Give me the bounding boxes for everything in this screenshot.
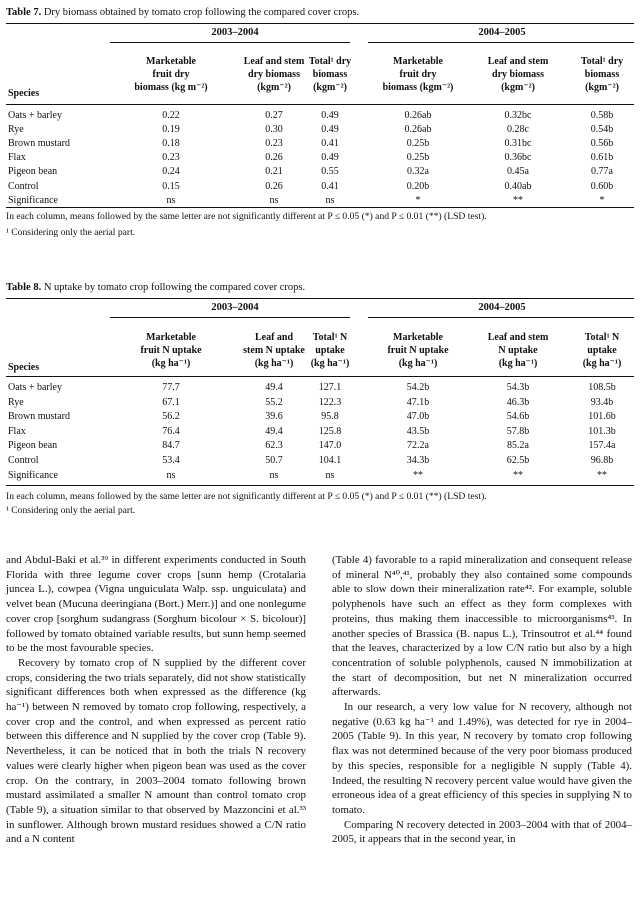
table-row (0, 469, 640, 482)
table8-header-col-3-line-1: Total¹ N (312, 332, 348, 343)
table-row (0, 410, 640, 423)
table8-cell: 67.1 (162, 396, 180, 408)
table-row (0, 180, 640, 193)
table8-cell: ns (166, 469, 176, 481)
table7-cell: 0.23 (162, 152, 180, 164)
table7-cell: 0.30 (265, 124, 283, 136)
table7-header-rule (6, 104, 634, 105)
table7-cell: 0.25b (406, 152, 430, 164)
table7-header-col-6-line-1: Total¹ dry (580, 56, 624, 67)
table7-cell: 0.26ab (404, 110, 432, 121)
table7-cell: 0.55 (321, 166, 339, 178)
table8-cell: 54.2b (406, 382, 430, 393)
table8-header-col-4 (370, 331, 466, 370)
table8-cell: 46.3b (506, 396, 530, 408)
table7-header-species: Species (8, 88, 40, 99)
table7-cell: 0.60b (590, 180, 614, 192)
table7-cell: 0.36bc (504, 152, 532, 164)
table8-cell: 96.8b (590, 455, 614, 466)
table7-row-species: Rye (8, 124, 24, 136)
table7-cell: 0.26 (265, 180, 283, 192)
table7-cell: 0.56b (590, 138, 614, 150)
table7-header-col-3-line-3: (kgm⁻²) (313, 82, 347, 93)
table-row (0, 165, 640, 178)
table8-header-col-4-line-1: Marketable (393, 332, 443, 343)
table7-cell: * (415, 194, 421, 206)
table7-header-col-3 (300, 55, 360, 94)
table8-cell: 95.8 (321, 411, 339, 423)
table8-row-species: Oats + barley (8, 382, 62, 393)
table8-caption-label: Table 8. (6, 282, 42, 293)
table7-header-col-3-line-1: Total¹ dry (308, 56, 352, 67)
table8-group1-rule (110, 317, 350, 318)
table7-header-col-5-line-3: (kgm⁻²) (501, 82, 535, 93)
table8-cell: 147.0 (318, 440, 342, 452)
body-right-paragraph-3: Comparing N recovery detected in 2003–2004 with that of 2004–2005, it appears that in the second year, in (332, 818, 632, 846)
table-row (0, 137, 640, 150)
table7-cell: ns (269, 194, 279, 206)
table7-cell: 0.28c (507, 124, 529, 136)
table8-cell: 49.4 (265, 382, 283, 393)
table-row (0, 151, 640, 164)
table8-header-col-5-line-3: (kg ha⁻¹) (498, 358, 538, 369)
table7-cell: 0.77a (591, 166, 613, 178)
table8-cell: 77.7 (162, 382, 180, 393)
table8-header-species: Species (8, 362, 40, 373)
table7-group-2004-2005: 2004–2005 (478, 27, 526, 38)
body-right-paragraph-1: (Table 4) favorable to a rapid mineralization and consequent release of mineral N⁴⁰,⁴¹, probably they also contained some compounds able to slow down their mineralization rate⁴². For example, soluble polyphenols have such an effect as they form complexes with proteins, thus making them inaccessible to microorganisms⁴³. In another species of Brassica (B. napus L.), Trinsoutrot et al.⁴⁴ found that the leaves, characterized by a low C/N ratio but also by a high concentration of soluble polyphenols, caused N immobilization at the start of decomposition, but net N mineralization occurred afterwards. (332, 554, 632, 699)
table8-header-col-5-line-1: Leaf and stem (487, 332, 549, 343)
table7-cell: ns (325, 194, 335, 206)
table-row (0, 123, 640, 136)
table7-header-col-1 (118, 55, 224, 94)
table8-note-aerial: ¹ Considering only the aerial part. (6, 505, 136, 516)
table8-row-species: Brown mustard (8, 411, 70, 423)
body-left-paragraph-1: and Abdul-Baki et al.³⁹ in different experiments conducted in South Florida with three legume cover crops [sunn hemp (Crotalaria juncea L.), cowpea (Vigna unguiculata Walp. ssp. unguiculata) and velvet bean (Mucuna deeringiana (Bort.) Merr.)] and one nonlegume cover crop [sorghum sudangrass (Sorghum bicolour × S. bicolour)] followed by tomato obtained variable results, but sunn hemp seemed to be the most favourable species. (6, 554, 306, 655)
table7-header-col-6-line-3: (kgm⁻²) (585, 82, 619, 93)
table7-header-col-2-line-3: (kgm⁻²) (257, 82, 291, 93)
table7-top-rule (6, 23, 634, 24)
table8-cell: 53.4 (162, 455, 180, 466)
table8-cell: 72.2a (407, 440, 429, 452)
table8-header-col-3-line-2: uptake (315, 345, 345, 356)
body-left-column (6, 553, 306, 847)
table8-header-col-5-line-2: N uptake (498, 345, 538, 356)
table8-header-rule (6, 376, 634, 377)
table8-cell: ns (325, 469, 335, 481)
table-row (0, 194, 640, 207)
table8-row-species: Pigeon bean (8, 440, 58, 452)
table8-row-species: Rye (8, 396, 24, 408)
table8-header-col-1-line-1: Marketable (146, 332, 196, 343)
table8-cell: 62.3 (265, 440, 283, 452)
table7-header-col-4-line-1: Marketable (393, 56, 443, 67)
table7-cell: 0.32a (407, 166, 429, 178)
table7-header-col-1-line-2: fruit dry (152, 69, 190, 80)
table8-header-col-1-line-2: fruit N uptake (140, 345, 202, 356)
table7-cell: 0.21 (265, 166, 283, 178)
table8-cell: 34.3b (406, 455, 430, 466)
table8-bottom-rule (6, 485, 634, 486)
table7-header-col-6-line-2: biomass (584, 69, 620, 80)
table7-cell: 0.61b (590, 152, 614, 164)
table8-header-col-6-line-2: uptake (587, 345, 617, 356)
table8-group-2003-2004: 2003–2004 (211, 302, 259, 313)
table7-cell: 0.54b (590, 124, 614, 136)
table7-cell: 0.18 (162, 138, 180, 150)
table7-group1-rule (110, 42, 350, 43)
table8-cell: 49.4 (265, 425, 283, 437)
table8-cell: 122.3 (318, 396, 342, 408)
table7-cell: 0.19 (162, 124, 180, 136)
table7-cell: 0.41 (321, 180, 339, 192)
table8-cell: 56.2 (162, 411, 180, 423)
table8-header-col-2-line-1: Leaf and (254, 332, 294, 343)
table8-header-col-5 (470, 331, 566, 370)
table7-header-col-5-line-1: Leaf and stem (487, 56, 549, 67)
table7-caption-label: Table 7. (6, 7, 42, 18)
table8-cell: ** (597, 469, 607, 481)
table-row (0, 396, 640, 409)
table7-cell: 0.20b (406, 180, 430, 192)
table8-cell: 125.8 (318, 425, 342, 437)
table7-header-col-1-line-3: biomass (kg m⁻²) (134, 82, 208, 93)
table-row (0, 439, 640, 452)
table7-cell: ** (513, 194, 523, 206)
table8-cell: 47.1b (406, 396, 430, 408)
table8-cell: 50.7 (265, 455, 283, 466)
table8-cell: 127.1 (318, 382, 342, 393)
table8-cell: 54.6b (506, 411, 530, 423)
body-right-column (332, 553, 632, 847)
table7-caption-text: Dry biomass obtained by tomato crop following the compared cover crops. (43, 7, 360, 18)
table7-header-col-4-line-2: fruit dry (399, 69, 437, 80)
table7-cell: 0.58b (590, 110, 614, 121)
table7-header-col-5 (470, 55, 566, 94)
table8-group-2004-2005: 2004–2005 (478, 302, 526, 313)
table8-cell: 108.5b (588, 382, 616, 393)
table8-cell: 93.4b (590, 396, 614, 408)
table7-cell: 0.26ab (404, 124, 432, 136)
table7-row-species: Oats + barley (8, 110, 62, 121)
table8-cell: 85.2a (507, 440, 529, 452)
table8-header-col-3-line-3: (kg ha⁻¹) (310, 358, 350, 369)
table7-row-species: Flax (8, 152, 26, 164)
body-left-paragraph-2: Recovery by tomato crop of N supplied by the different cover crops, considering the two trials separately, did not show statistically significant differences both when expressed as the difference (kg ha⁻¹) between N removed by tomato crop following, respectively, a cover crop and the control, and when expressed as percent ratio between this difference and N supplied by the cover crop (Table 9). Nevertheless, it can be noticed that in both the trials N recovery values were clearly higher when pigeon bean was used as the cover crop. On the contrary, in 2003–2004 tomato following brown mustard assimilated a smaller N amount than control tomato crop (Table 9), a situation similar to that observed by Mazzoncini et al.³³ in sunflower. Although brown mustard residues showed a C/N ratio and a N content (6, 656, 306, 846)
table8-note-significance: In each column, means followed by the same letter are not significantly different at P ≤ 0.05 (*) and P ≤ 0.01 (**) (LSD test). (6, 491, 487, 502)
table7-header-col-6 (570, 55, 634, 94)
table8-top-rule (6, 298, 634, 299)
table7-cell: 0.41 (321, 138, 339, 150)
table7-cell: 0.26 (265, 152, 283, 164)
table8-header-col-1-line-3: (kg ha⁻¹) (151, 358, 191, 369)
table7-cell: 0.49 (321, 152, 339, 164)
table8-cell: 55.2 (265, 396, 283, 408)
table-row (0, 109, 640, 122)
table8-cell: 84.7 (162, 440, 180, 452)
table7-cell: 0.27 (265, 110, 283, 121)
table8-cell: 101.6b (588, 411, 616, 423)
table8-header-col-4-line-3: (kg ha⁻¹) (398, 358, 438, 369)
table8-header-col-3 (300, 331, 360, 370)
table7-row-species: Pigeon bean (8, 166, 58, 178)
table8-cell: 43.5b (406, 425, 430, 437)
table8-group2-rule (368, 317, 634, 318)
table-row (0, 381, 640, 394)
table7-caption (6, 6, 359, 19)
table7-group-2003-2004: 2003–2004 (211, 27, 259, 38)
table8-cell: 39.6 (265, 411, 283, 423)
table7-cell: 0.24 (162, 166, 180, 178)
table7-group2-rule (368, 42, 634, 43)
table8-caption (6, 281, 305, 294)
table7-header-col-4-line-3: biomass (kgm⁻²) (382, 82, 454, 93)
table7-bottom-rule (6, 207, 634, 208)
table7-cell: 0.15 (162, 180, 180, 192)
table7-cell: ns (166, 194, 176, 206)
body-right-paragraph-2: In our research, a very low value for N recovery, although not negative (0.63 kg ha⁻¹ and 1.49%), was detected for rye in 2004–2005 (Table 9). In this year, N recovery by tomato crop following flax was not determined because of the very poor biomass produced by this species, responsible for a negligible N supply (Table 4). Indeed, the resulting N recovery percent value would have given the erroneous idea of a great efficiency of this species in supplying N to tomato. (332, 701, 632, 816)
table8-header-col-6-line-1: Total¹ N (584, 332, 620, 343)
table7-header-col-2-line-1: Leaf and stem (243, 56, 305, 67)
table7-header-col-5-line-2: dry biomass (492, 69, 544, 80)
table7-cell: 0.25b (406, 138, 430, 150)
table7-row-species: Brown mustard (8, 138, 70, 150)
table8-cell: 157.4a (588, 440, 616, 452)
table7-cell: 0.32bc (504, 110, 532, 121)
table8-cell: ns (269, 469, 279, 481)
table8-cell: 57.8b (506, 425, 530, 437)
table7-header-col-3-line-2: biomass (312, 69, 348, 80)
table8-header-col-4-line-2: fruit N uptake (387, 345, 449, 356)
table7-header-col-1-line-1: Marketable (146, 56, 196, 67)
table8-cell: 76.4 (162, 425, 180, 437)
table7-cell: 0.49 (321, 124, 339, 136)
table7-cell: 0.23 (265, 138, 283, 150)
table7-cell: 0.45a (507, 166, 529, 178)
table7-row-species: Significance (8, 194, 58, 206)
table8-header-col-2-line-3: (kg ha⁻¹) (254, 358, 294, 369)
table7-note-aerial: ¹ Considering only the aerial part. (6, 227, 136, 238)
table8-row-species: Control (8, 455, 39, 466)
table8-row-species: Flax (8, 425, 26, 437)
table8-header-col-1 (118, 331, 224, 370)
table7-header-col-2-line-2: dry biomass (248, 69, 300, 80)
table7-cell: 0.31bc (504, 138, 532, 150)
table8-cell: 104.1 (318, 455, 342, 466)
table8-header-col-6-line-3: (kg ha⁻¹) (582, 358, 622, 369)
table8-row-species: Significance (8, 469, 58, 481)
table-row (0, 454, 640, 467)
table8-cell: ** (513, 469, 523, 481)
table8-cell: ** (413, 469, 423, 481)
table8-header-col-6 (570, 331, 634, 370)
table7-row-species: Control (8, 180, 39, 192)
table7-cell: 0.40ab (504, 180, 532, 192)
table8-cell: 101.3b (588, 425, 616, 437)
table7-note-significance: In each column, means followed by the same letter are not significantly different at P ≤ 0.05 (*) and P ≤ 0.01 (**) (LSD test). (6, 211, 487, 222)
table7-header-col-4 (370, 55, 466, 94)
table-row (0, 425, 640, 438)
table7-cell: 0.49 (321, 110, 339, 121)
table8-cell: 54.3b (506, 382, 530, 393)
table8-header-col-2-line-2: stem N uptake (243, 345, 305, 356)
table8-cell: 47.0b (406, 411, 430, 423)
table7-cell: 0.22 (162, 110, 180, 121)
table7-cell: * (599, 194, 605, 206)
table8-cell: 62.5b (506, 455, 530, 466)
table8-caption-text: N uptake by tomato crop following the compared cover crops. (43, 282, 306, 293)
